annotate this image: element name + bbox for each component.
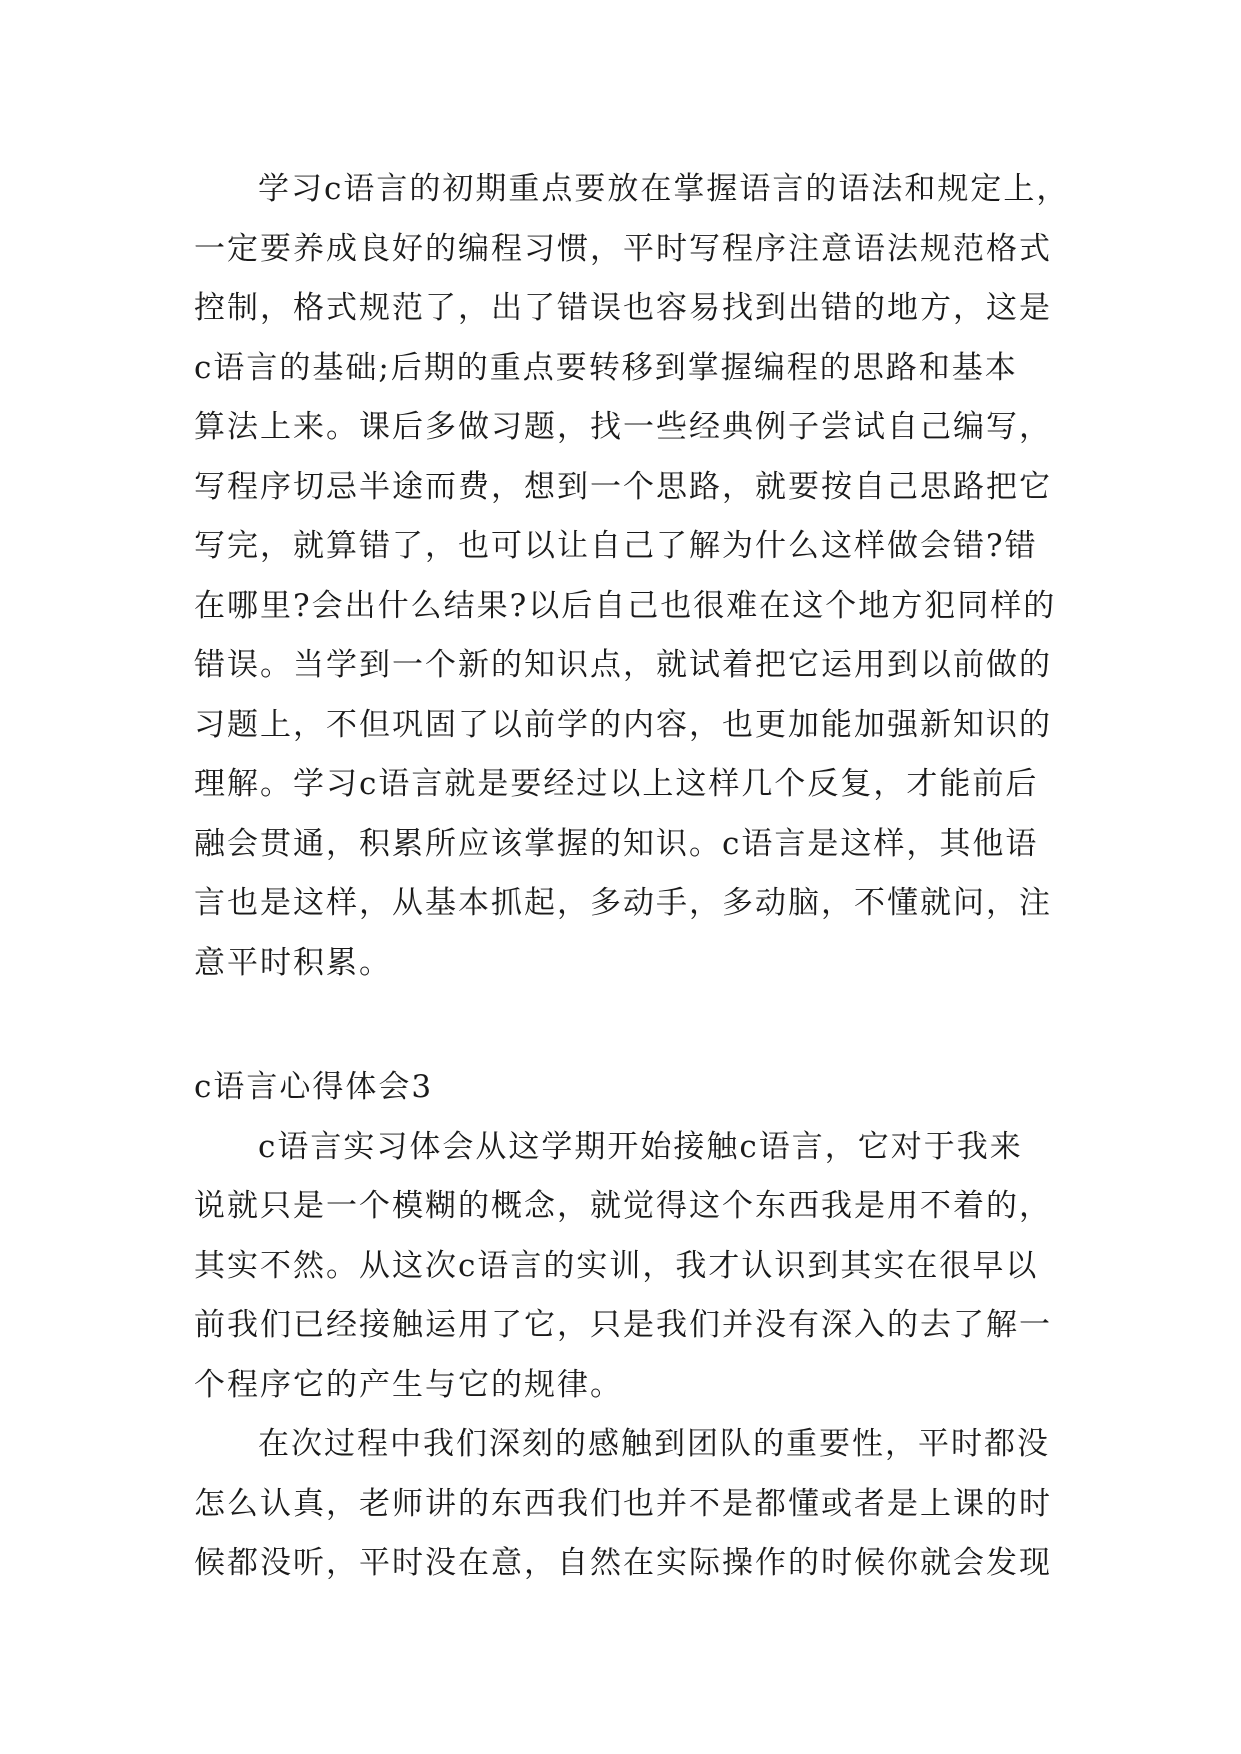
text-line: 一定要养成良好的编程习惯，平时写程序注意语法规范格式 — [194, 230, 1052, 267]
paragraph-1 — [194, 160, 1070, 993]
text-line: 前我们已经接触运用了它，只是我们并没有深入的去了解一 — [194, 1307, 1052, 1343]
text-line: 融会贯通，积累所应该掌握的知识。c语言是这样，其他语 — [194, 825, 1039, 862]
text-line: 怎么认真，老师讲的东西我们也并不是都懂或者是上课的时 — [194, 1485, 1052, 1522]
text-line: 控制，格式规范了，出了错误也容易找到出错的地方，这是 — [194, 290, 1052, 326]
text-line: 候都没听，平时没在意，自然在实际操作的时候你就会发现 — [194, 1545, 1052, 1581]
text-line: 写完，就算错了，也可以让自己了解为什么这样做会错?错 — [194, 528, 1038, 564]
text-line: 其实不然。从这次c语言的实训，我才认识到其实在很早以 — [194, 1247, 1039, 1284]
text-line: c语言的基础;后期的重点要转移到掌握编程的思路和基本 — [194, 349, 1018, 386]
text-line: 习题上，不但巩固了以前学的内容，也更加能加强新知识的 — [194, 706, 1052, 743]
text-line: 说就只是一个模糊的概念，就觉得这个东西我是用不着的， — [194, 1188, 1052, 1224]
text-line: 学习c语言的初期重点要放在掌握语言的语法和规定上， — [258, 171, 1070, 207]
text-line: 意平时积累。 — [194, 944, 392, 981]
text-line: 言也是这样，从基本抓起，多动手，多动脑，不懂就问，注 — [194, 885, 1052, 921]
document-body — [194, 160, 1070, 1594]
paragraph-3 — [194, 1415, 1054, 1594]
text-line: 算法上来。课后多做习题，找一些经典例子尝试自己编写， — [194, 409, 1052, 445]
section-heading: c语言心得体会3 — [194, 1069, 434, 1105]
text-line: 个程序它的产生与它的规律。 — [194, 1366, 623, 1403]
text-line: 理解。学习c语言就是要经过以上这样几个反复，才能前后 — [194, 766, 1039, 802]
text-line: 错误。当学到一个新的知识点，就试着把它运用到以前做的 — [194, 647, 1052, 683]
paragraph-2 — [194, 1118, 1054, 1416]
section-spacer — [194, 993, 1054, 1058]
text-line: 在哪里?会出什么结果?以后自己也很难在这个地方犯同样的 — [194, 587, 1057, 624]
text-line: 写程序切忌半途而费，想到一个思路，就要按自己思路把它 — [194, 468, 1052, 505]
text-line: c语言实习体会从这学期开始接触c语言，它对于我来 — [258, 1128, 1023, 1165]
text-line: 在次过程中我们深刻的感触到团队的重要性，平时都没 — [258, 1426, 1050, 1462]
